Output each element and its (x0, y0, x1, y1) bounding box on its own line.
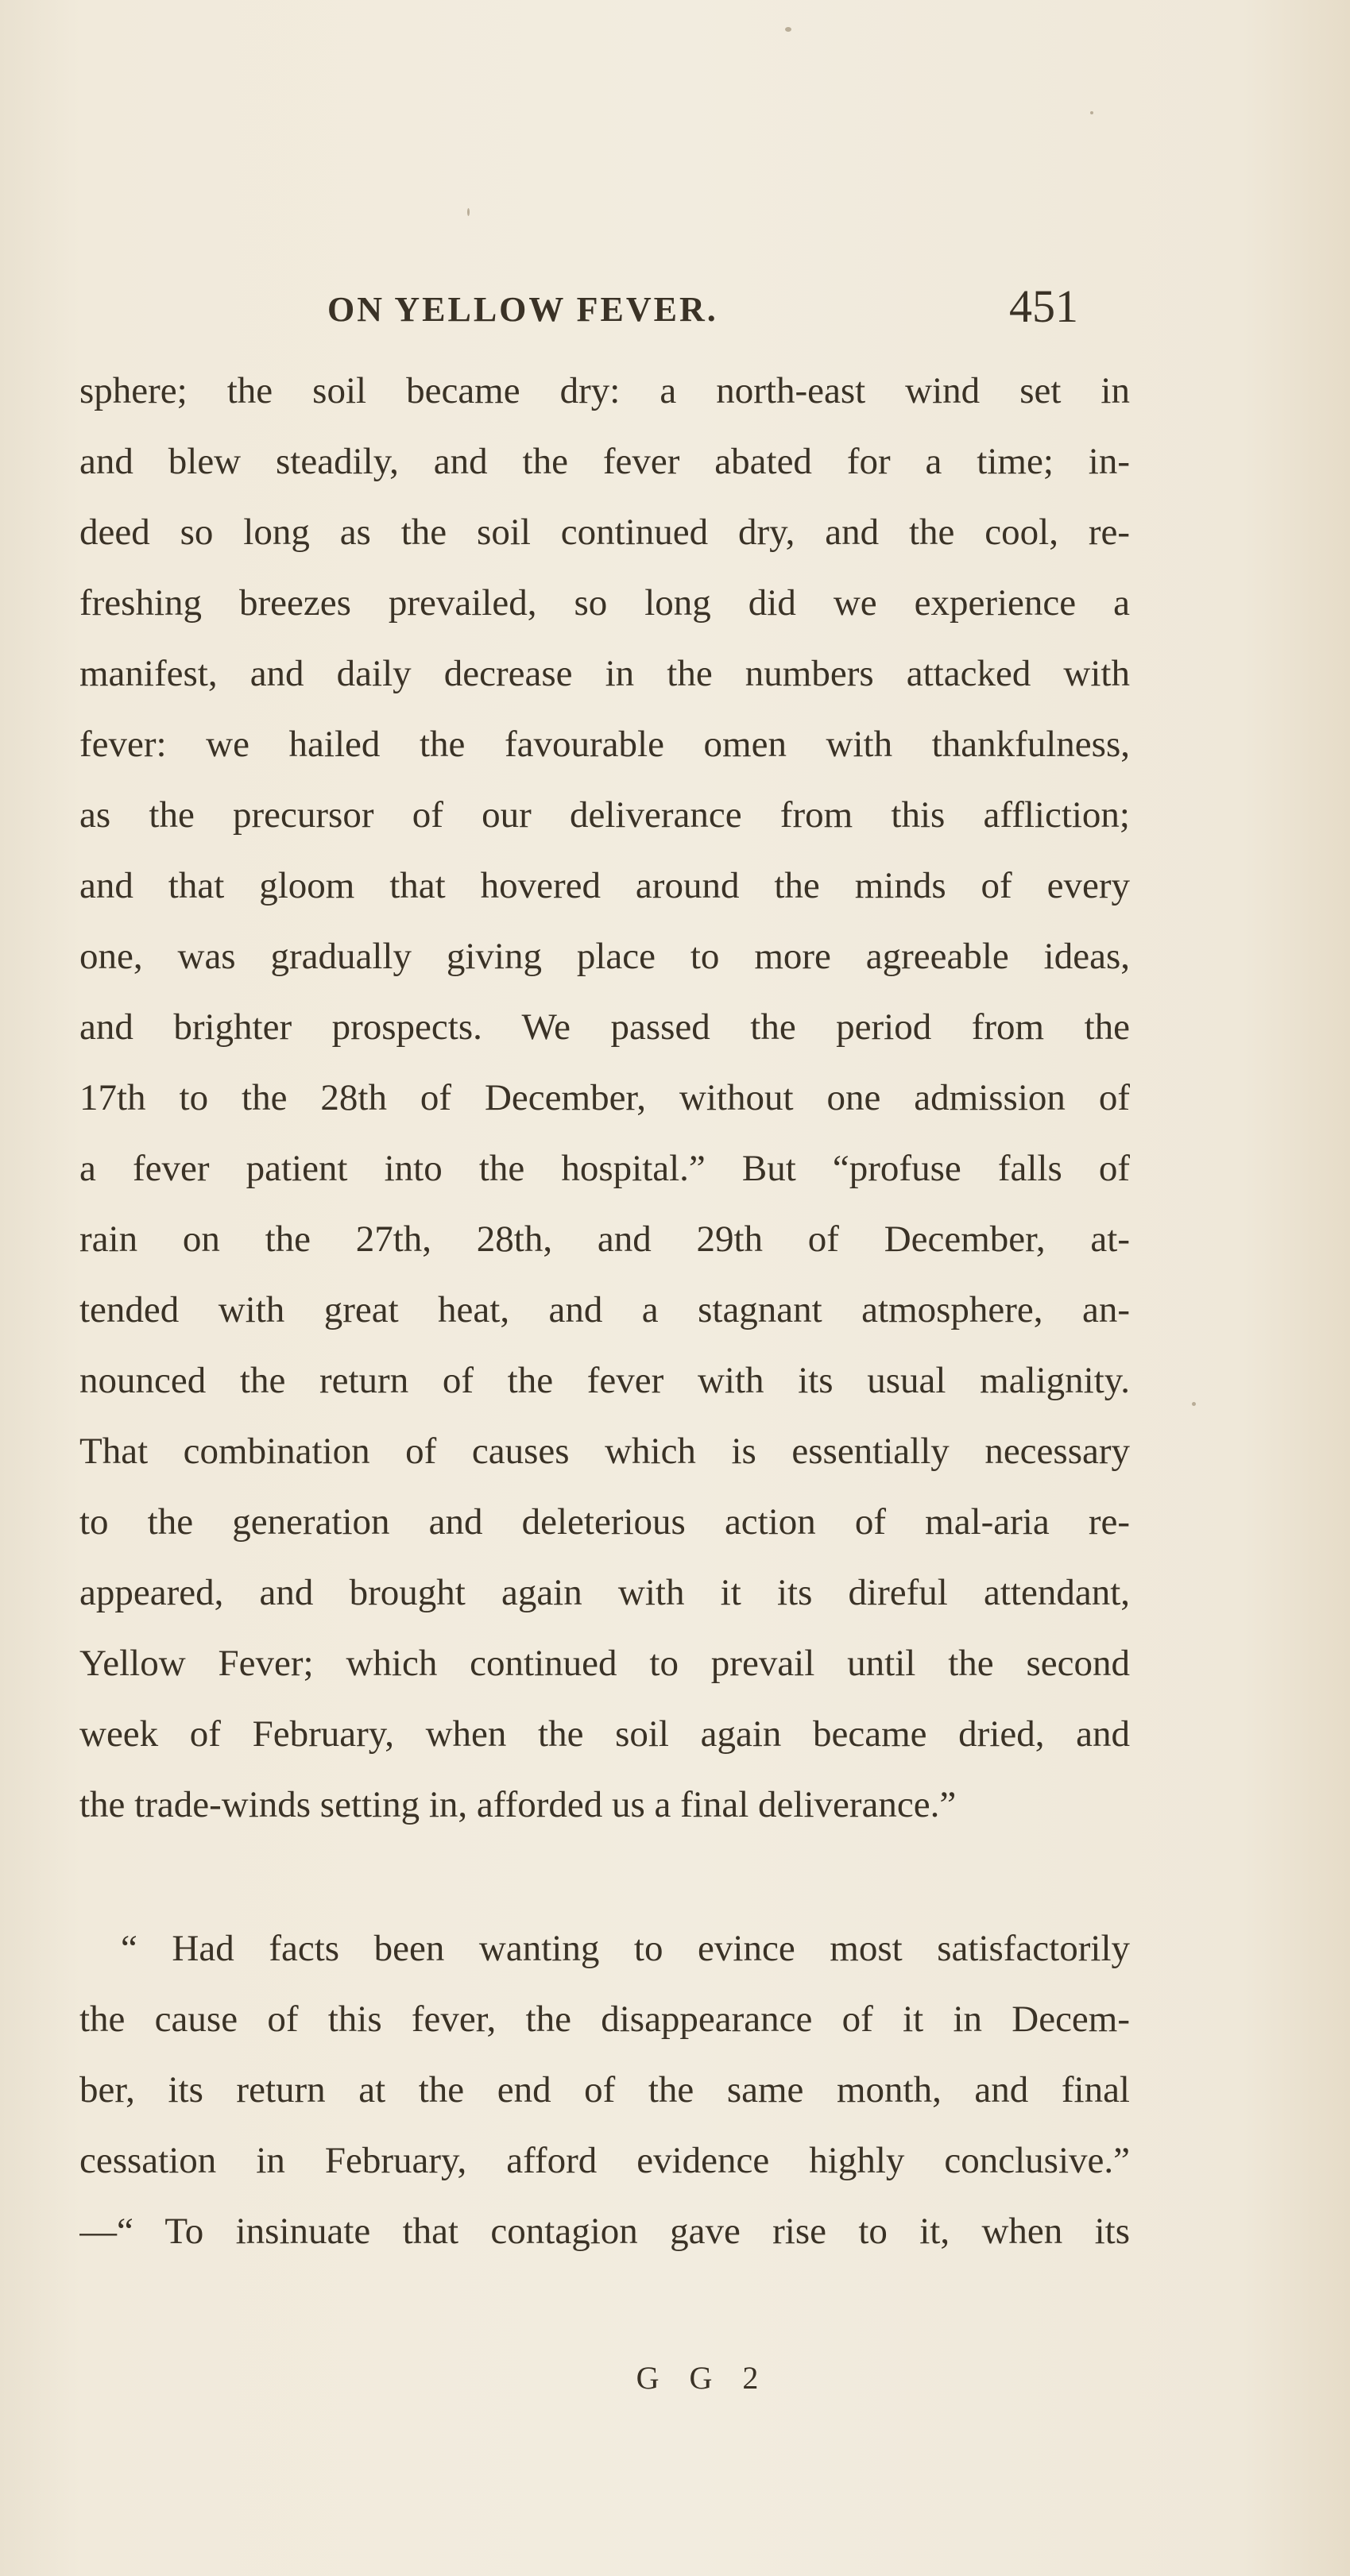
text-line: and blew steadily, and the fever abated for a time; in- (79, 441, 1130, 482)
text-line: sphere; the soil became dry: a north-east wind set in (79, 370, 1130, 411)
text-line: and that gloom that hovered around the minds of every (79, 865, 1130, 906)
text-line: “ Had facts been wanting to evince most satisfactorily (121, 1928, 1130, 1969)
text-line: manifest, and daily decrease in the numbers attacked with (79, 653, 1130, 694)
paper-speck (1090, 111, 1093, 114)
text-line: nounced the return of the fever with its usual malignity. (79, 1360, 1130, 1401)
text-line: week of February, when the soil again became dried, and (79, 1713, 1130, 1755)
running-title: ON YELLOW FEVER. (327, 290, 718, 329)
text-line: the trade-winds setting in, afforded us a final deliverance.” (79, 1784, 957, 1825)
text-line: cessation in February, afford evidence highly conclusive.” (79, 2140, 1130, 2181)
text-line: a fever patient into the hospital.” But “profuse falls of (79, 1148, 1130, 1189)
text-line: freshing breezes prevailed, so long did we experience a (79, 582, 1130, 624)
paper-speck (1192, 1402, 1196, 1406)
paragraph (79, 356, 1130, 1840)
text-line: deed so long as the soil continued dry, and the cool, re- (79, 512, 1130, 553)
text-line: That combination of causes which is essentially necessary (79, 1431, 1130, 1472)
paper-speck (467, 208, 470, 216)
paragraph-gap (79, 1840, 1130, 1914)
text-line: Yellow Fever; which continued to prevail until the second (79, 1643, 1130, 1684)
text-line: tended with great heat, and a stagnant atmosphere, an- (79, 1289, 1130, 1330)
body-text (79, 356, 1130, 2267)
paper-speck (785, 27, 791, 32)
paragraph (79, 1914, 1130, 2267)
text-line: as the precursor of our deliverance from this affliction; (79, 794, 1130, 836)
text-line: rain on the 27th, 28th, and 29th of December, at- (79, 1218, 1130, 1260)
text-line: and brighter prospects. We passed the period from the (79, 1006, 1130, 1048)
text-line: to the generation and deleterious action of mal-aria re- (79, 1501, 1130, 1543)
running-head (0, 280, 1350, 335)
signature-mark: G G 2 (636, 2360, 770, 2396)
text-line: appeared, and brought again with it its direful attendant, (79, 1572, 1130, 1613)
text-line: the cause of this fever, the disappearance of it in Decem- (79, 1999, 1130, 2040)
text-line: one, was gradually giving place to more agreeable ideas, (79, 936, 1130, 977)
text-line: ber, its return at the end of the same month, and final (79, 2069, 1130, 2111)
text-line: 17th to the 28th of December, without one admission of (79, 1077, 1130, 1118)
text-line: fever: we hailed the favourable omen with thankfulness, (79, 724, 1130, 765)
page-number: 451 (1009, 280, 1078, 332)
text-line: —“ To insinuate that contagion gave rise to it, when its (79, 2211, 1130, 2252)
